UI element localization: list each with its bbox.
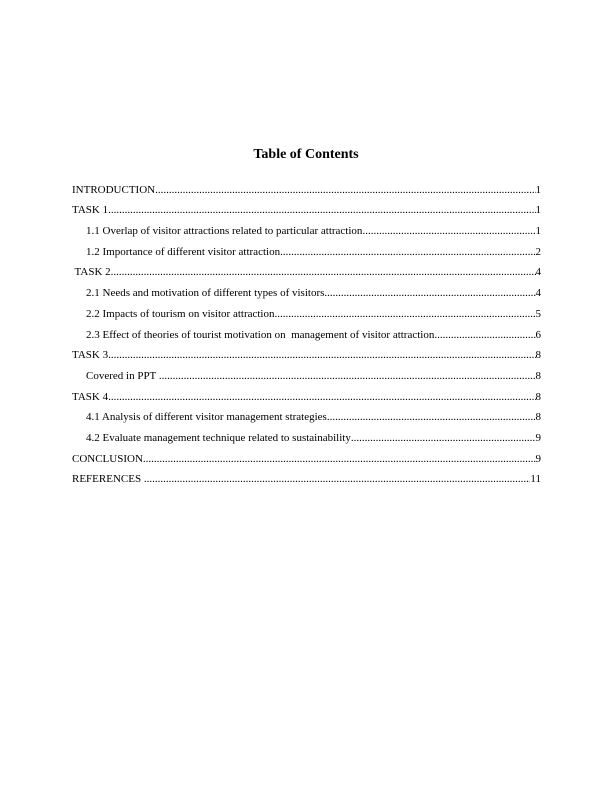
toc-entry-label: 2.1 Needs and motivation of different types of visitors [86, 287, 325, 300]
dot-leader [111, 266, 536, 279]
dot-leader [143, 453, 536, 466]
toc-entry-introduction[interactable] [72, 176, 541, 197]
dot-leader [351, 432, 536, 445]
dot-leader [327, 411, 536, 424]
toc-entry-4-1[interactable] [72, 404, 541, 425]
toc-entry-label: TASK 1 [72, 204, 109, 217]
toc-entry-page: 1 [535, 225, 541, 238]
toc-entry-page: 8 [535, 390, 541, 403]
toc-entry-2-1[interactable] [72, 279, 541, 300]
dot-leader [108, 349, 535, 362]
toc-entry-1-1[interactable] [72, 217, 541, 238]
toc-entry-4-2[interactable] [72, 424, 541, 445]
toc-entry-task-1[interactable] [72, 197, 541, 218]
toc-entry-task-2[interactable] [72, 259, 541, 280]
toc-title: Table of Contents [253, 147, 359, 162]
toc-entry-page: 2 [535, 245, 541, 258]
toc-entry-page: 1 [535, 183, 541, 196]
toc-entry-references[interactable] [72, 466, 541, 487]
toc-entry-label: 2.3 Effect of theories of tourist motivation on management of visitor attraction [86, 328, 435, 341]
toc-entry-page: 1 [535, 204, 541, 217]
toc-entry-page: 4 [535, 266, 541, 279]
toc-entry-page: 4 [535, 287, 541, 300]
toc-entry-label: 1.2 Importance of different visitor attraction [86, 245, 281, 258]
toc-entry-label: 4.1 Analysis of different visitor management strategies [86, 411, 327, 424]
toc-entry-label: 2.2 Impacts of tourism on visitor attraction [86, 307, 275, 320]
dot-leader [108, 204, 535, 217]
toc-entry-2-3[interactable] [72, 321, 541, 342]
dot-leader [159, 370, 536, 383]
toc-entry-page: 9 [535, 431, 541, 444]
toc-entry-label: TASK 3 [72, 349, 109, 362]
toc-entry-label: INTRODUCTION [72, 183, 156, 196]
toc-entry-label: TASK 2 [72, 266, 111, 279]
toc-entry-page: 9 [535, 452, 541, 465]
dot-leader [108, 391, 535, 404]
dot-leader [324, 287, 535, 300]
toc-entry-label: 4.2 Evaluate management technique related to sustainability [86, 431, 351, 444]
toc-entry-label: Covered in PPT [86, 369, 159, 382]
toc-entry-1-2[interactable] [72, 238, 541, 259]
dot-leader [434, 329, 535, 342]
toc-entry-page: 6 [535, 328, 541, 341]
toc-list [72, 176, 541, 486]
toc-entry-task-4[interactable] [72, 383, 541, 404]
toc-entry-page: 5 [535, 307, 541, 320]
toc-entry-page: 11 [530, 473, 541, 486]
dot-leader [275, 308, 536, 321]
toc-entry-page: 8 [535, 369, 541, 382]
toc-entry-2-2[interactable] [72, 300, 541, 321]
dot-leader [362, 225, 535, 238]
toc-entry-label: REFERENCES [72, 473, 144, 486]
toc-entry-conclusion[interactable] [72, 445, 541, 466]
toc-entry-label: TASK 4 [72, 390, 109, 403]
toc-entry-label: CONCLUSION [72, 452, 143, 465]
dot-leader [144, 473, 531, 486]
dot-leader [280, 246, 535, 259]
dot-leader [155, 184, 535, 197]
toc-entry-page: 8 [535, 411, 541, 424]
toc-entry-page: 8 [535, 349, 541, 362]
toc-entry-task-3[interactable] [72, 342, 541, 363]
toc-entry-label: 1.1 Overlap of visitor attractions related to particular attraction [86, 225, 363, 238]
toc-entry-covered-in-ppt[interactable] [72, 362, 541, 383]
